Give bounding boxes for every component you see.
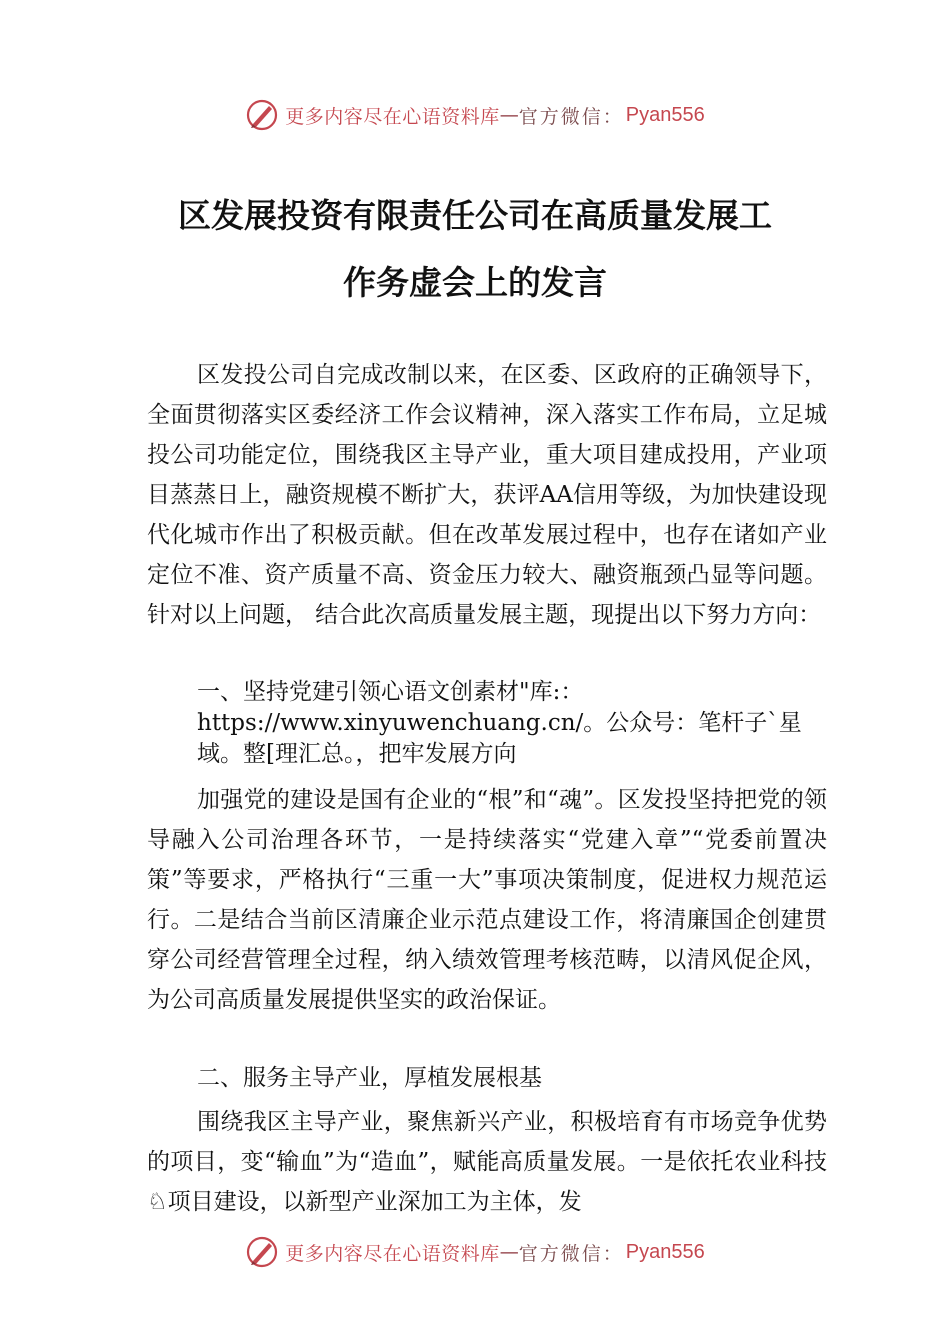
section-heading-1: 一、坚持党建引领心语文创素材"库:：https://www.xinyuwenchuang.cn/。公众号：笔杆子`星域。整[理汇总。，把牢发展方向: [197, 679, 802, 767]
banner-label: 官方微信：: [518, 1242, 624, 1265]
banner-text: 更多内容尽在心语资料库: [285, 1242, 500, 1265]
paragraph-intro: 区发投公司自完成改制以来，在区委、区政府的正确领导下，全面贯彻落实区委经济工作会议精神，深入落实工作布局，立足城投公司功能定位，围绕我区主导产业，重大项目建成投用，产业项目蒸蒸日上，融资规模不断扩大，获评AA信用等级，为加快建设现代化城市作出了积极贡献。但在改革发展过程中，也存在诸如产业定位不准、资产质量不高、资金压力较大、融资瓶颈凸显等问题。针对以上问题， 结合此次高质量发展主题，现提出以下努力方向：: [147, 362, 827, 628]
banner-separator: —: [499, 1241, 519, 1263]
section-heading-2: 二、服务主导产业，厚植发展根基: [197, 1065, 542, 1091]
banner-separator: —: [499, 104, 519, 126]
pen-logo-icon: [245, 1235, 279, 1269]
paragraph-industry: 围绕我区主导产业，聚焦新兴产业，积极培育有市场竞争优势的项目，变“输血”为“造血”，赋能高质量发展。一是依托农业科技♘项目建设，以新型产业深加工为主体，发: [147, 1109, 827, 1215]
paragraph-party-building: 加强党的建设是国有企业的“根”和“魂”。区发投坚持把党的领导融入公司治理各环节，一是持续落实“党建入章”“党委前置决策”等要求，严格执行“三重一大”事项决策制度，促进权力规范运行。二是结合当前区清廉企业示范点建设工作，将清廉国企创建贯穿公司经营管理全过程，纳入绩效管理考核范畴，以清风促企风，为公司高质量发展提供坚实的政治保证。: [147, 787, 827, 1013]
document-title-line-2: 作务虚会上的发言: [343, 263, 607, 302]
banner-text: 更多内容尽在心语资料库: [285, 105, 500, 128]
banner-label: 官方微信：: [518, 105, 624, 128]
footer-watermark: [0, 1232, 950, 1272]
banner-wechat-id: Pyan556: [625, 1240, 705, 1263]
pen-logo-icon: [245, 98, 279, 132]
banner-wechat-id: Pyan556: [625, 103, 705, 126]
document-title-line-1: 区发展投资有限责任公司在高质量发展工: [178, 196, 772, 235]
header-watermark: [0, 95, 950, 135]
